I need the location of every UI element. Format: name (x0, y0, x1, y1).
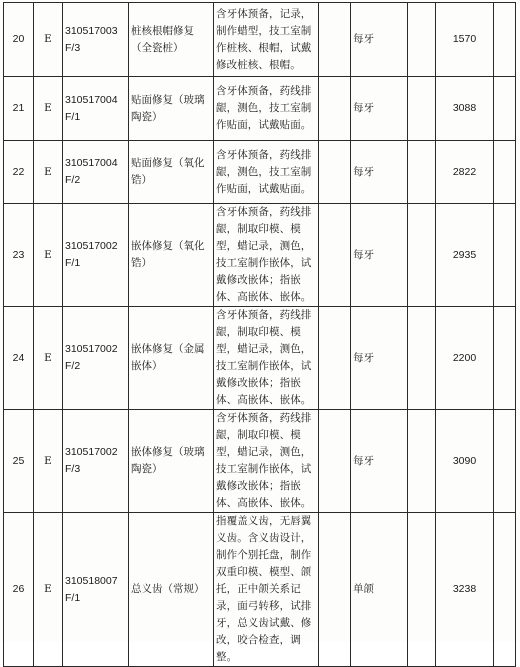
price-table (3, 2, 516, 667)
row-notes (408, 204, 436, 307)
row-price: 2200 (436, 307, 494, 410)
row-name: 贴面修复（玻璃陶瓷） (129, 77, 214, 141)
row-category: E (34, 204, 63, 307)
row-category: E (34, 513, 63, 667)
row-extra (494, 141, 516, 204)
row-notes (408, 141, 436, 204)
row-extra (494, 307, 516, 410)
row-extra (494, 3, 516, 77)
row-code: 310517002F/3 (63, 410, 129, 513)
row-notes (408, 77, 436, 141)
row-notes (408, 307, 436, 410)
row-price: 3088 (436, 77, 494, 141)
table-row (4, 3, 516, 77)
row-exclusions (319, 141, 351, 204)
row-name: 嵌体修复（玻璃陶瓷） (129, 410, 214, 513)
row-number: 26 (4, 513, 34, 667)
row-notes (408, 513, 436, 667)
row-unit: 每牙 (351, 307, 408, 410)
row-price: 2935 (436, 204, 494, 307)
row-category: E (34, 307, 63, 410)
row-extra (494, 204, 516, 307)
row-name: 桩核根帽修复（全瓷桩） (129, 3, 214, 77)
table-row (4, 141, 516, 204)
row-code: 310517003F/3 (63, 3, 129, 77)
row-extra (494, 77, 516, 141)
row-category: E (34, 77, 63, 141)
row-code: 310517002F/2 (63, 307, 129, 410)
row-unit: 每牙 (351, 204, 408, 307)
row-category: E (34, 141, 63, 204)
row-exclusions (319, 410, 351, 513)
row-number: 24 (4, 307, 34, 410)
row-exclusions (319, 204, 351, 307)
row-exclusions (319, 307, 351, 410)
row-extra (494, 513, 516, 667)
row-name: 嵌体修复（氧化锆） (129, 204, 214, 307)
row-notes (408, 3, 436, 77)
row-content: 含牙体预备，记录，制作蜡型，技工室制作桩核、根帽，试戴修改桩核、根帽。 (214, 3, 319, 77)
row-name: 贴面修复（氧化锆） (129, 141, 214, 204)
table-row (4, 513, 516, 667)
row-unit: 每牙 (351, 3, 408, 77)
row-exclusions (319, 77, 351, 141)
row-number: 23 (4, 204, 34, 307)
row-content: 含牙体预备，药线排龈，测色，技工室制作贴面，试戴贴面。 (214, 77, 319, 141)
row-code: 310517004F/1 (63, 77, 129, 141)
row-price: 3090 (436, 410, 494, 513)
row-number: 20 (4, 3, 34, 77)
row-price: 3238 (436, 513, 494, 667)
row-exclusions (319, 3, 351, 77)
row-price: 2822 (436, 141, 494, 204)
row-name: 嵌体修复（金属嵌体） (129, 307, 214, 410)
table-row (4, 204, 516, 307)
row-unit: 单颌 (351, 513, 408, 667)
row-content: 含牙体预备，药线排龈，制取印模、模型，蜡记录，测色，技工室制作嵌体，试戴修改嵌体；指嵌体、高嵌体、嵌体。 (214, 410, 319, 513)
row-price: 1570 (436, 3, 494, 77)
row-unit: 每牙 (351, 77, 408, 141)
row-code: 310518007F/1 (63, 513, 129, 667)
row-notes (408, 410, 436, 513)
row-content: 含牙体预备，药线排龈，制取印模、模型，蜡记录，测色，技工室制作嵌体，试戴修改嵌体；指嵌体、高嵌体、嵌体。 (214, 204, 319, 307)
row-content: 含牙体预备，药线排龈，测色，技工室制作贴面，试戴贴面。 (214, 141, 319, 204)
table-row (4, 410, 516, 513)
row-content: 指覆盖义齿，无唇翼义齿。含义齿设计，制作个别托盘，制作双重印模、模型、颌托，正中颌关系记录，面弓转移，试排牙，总义齿试戴、修改，咬合检查，调整。 (214, 513, 319, 667)
row-category: E (34, 410, 63, 513)
row-number: 21 (4, 77, 34, 141)
row-code: 310517002F/1 (63, 204, 129, 307)
row-unit: 每牙 (351, 410, 408, 513)
row-number: 25 (4, 410, 34, 513)
row-exclusions (319, 513, 351, 667)
row-number: 22 (4, 141, 34, 204)
row-category: E (34, 3, 63, 77)
row-unit: 每牙 (351, 141, 408, 204)
row-extra (494, 410, 516, 513)
row-content: 含牙体预备，药线排龈，制取印模、模型，蜡记录，测色，技工室制作嵌体，试戴修改嵌体；指嵌体、高嵌体、嵌体。 (214, 307, 319, 410)
table-row (4, 307, 516, 410)
row-name: 总义齿（常规） (129, 513, 214, 667)
table-row (4, 77, 516, 141)
row-code: 310517004F/2 (63, 141, 129, 204)
